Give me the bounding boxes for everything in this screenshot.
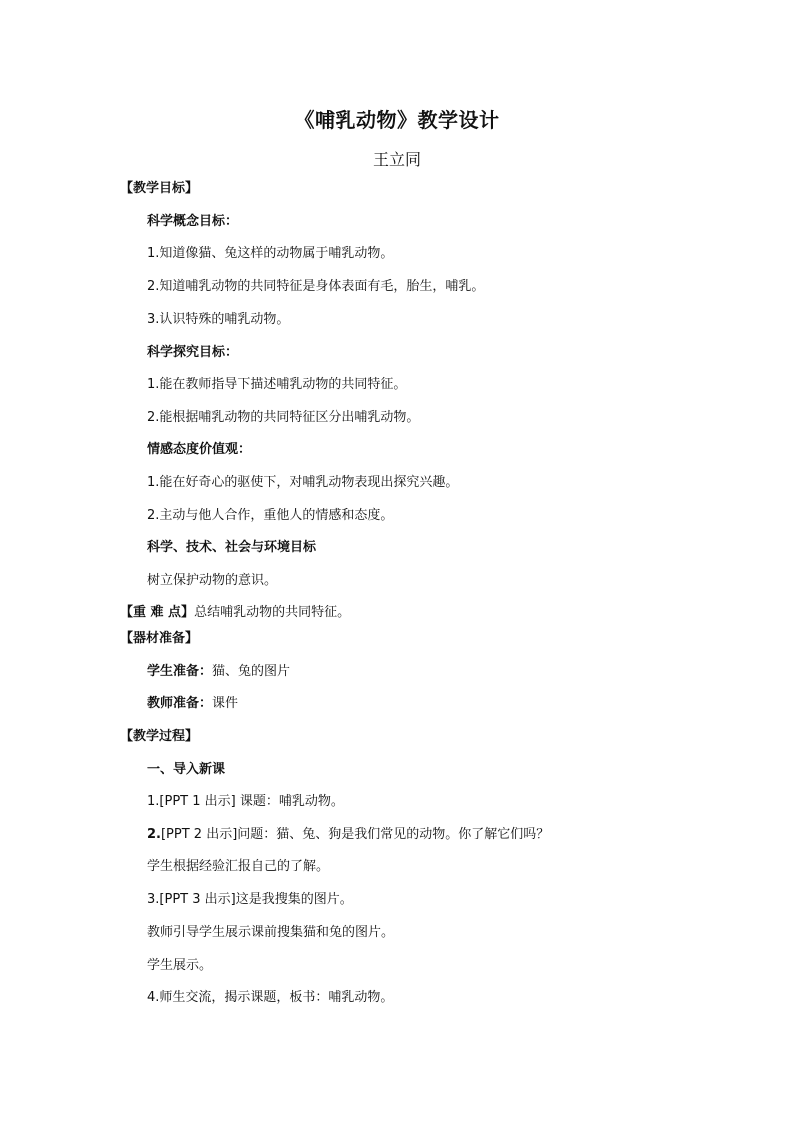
teacher-materials-line	[147, 695, 238, 713]
key-points-label: 【重 难 点】	[120, 605, 195, 620]
student-materials-label: 学生准备：	[147, 664, 213, 679]
step-item-1: 1.[PPT 1 出示] 课题：哺乳动物。	[147, 794, 344, 809]
student-materials-line	[147, 663, 290, 681]
step-item-2	[147, 826, 549, 844]
goals-heading: 【教学目标】	[120, 181, 199, 196]
step-item-2-note: 学生根据经验汇报自己的了解。	[147, 859, 330, 874]
sts-item-1: 树立保护动物的意识。	[147, 573, 278, 588]
concept-heading: 科学概念目标：	[147, 214, 239, 229]
inquiry-item-2: 2.能根据哺乳动物的共同特征区分出哺乳动物。	[147, 410, 420, 425]
teacher-materials-text: 课件	[212, 696, 239, 711]
step-item-2-number: 2.	[147, 827, 161, 842]
document-title: 《哺乳动物》教学设计	[294, 108, 500, 132]
attitude-item-1: 1.能在好奇心的驱使下，对哺乳动物表现出探究兴趣。	[147, 475, 459, 490]
inquiry-item-1: 1.能在教师指导下描述哺乳动物的共同特征。	[147, 377, 407, 392]
inquiry-heading: 科学探究目标：	[147, 345, 239, 360]
teacher-materials-label: 教师准备：	[147, 696, 213, 711]
concept-item-3: 3.认识特殊的哺乳动物。	[147, 312, 290, 327]
step-item-3-note-1: 教师引导学生展示课前搜集猫和兔的图片。	[147, 925, 395, 940]
step-item-4: 4.师生交流，揭示课题，板书：哺乳动物。	[147, 990, 394, 1005]
student-materials-text: 猫、兔的图片	[212, 664, 291, 679]
document-author: 王立同	[372, 150, 421, 169]
attitude-heading: 情感态度价值观：	[147, 442, 252, 457]
concept-item-2: 2.知道哺乳动物的共同特征是身体表面有毛，胎生，哺乳。	[147, 279, 485, 294]
step-item-3-note-2: 学生展示。	[147, 958, 213, 973]
materials-heading: 【器材准备】	[120, 631, 199, 646]
key-points-line	[120, 604, 350, 622]
process-heading: 【教学过程】	[120, 729, 199, 744]
attitude-item-2: 2.主动与他人合作，重他人的情感和态度。	[147, 508, 394, 523]
concept-item-1: 1.知道像猫、兔这样的动物属于哺乳动物。	[147, 246, 394, 261]
step-heading: 一、导入新课	[147, 762, 226, 777]
sts-heading: 科学、技术、社会与环境目标	[147, 540, 317, 555]
step-item-3: 3.[PPT 3 出示]这是我搜集的图片。	[147, 892, 353, 907]
key-points-text: 总结哺乳动物的共同特征。	[194, 605, 351, 620]
step-item-2-text: [PPT 2 出示]问题：猫、兔、狗是我们常见的动物。你了解它们吗？	[160, 827, 550, 842]
